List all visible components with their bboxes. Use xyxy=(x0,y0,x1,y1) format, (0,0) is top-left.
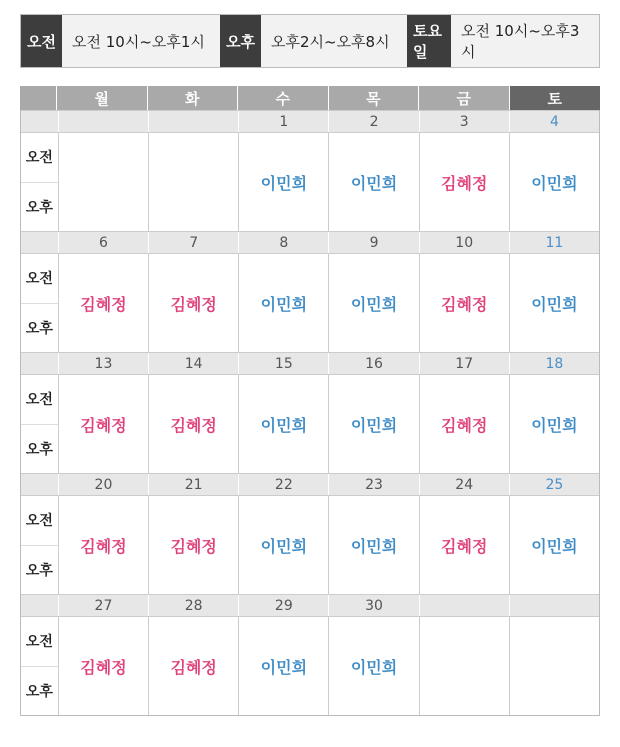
staff-name-cell: 김혜정 xyxy=(58,496,148,594)
date-row-corner xyxy=(21,353,58,374)
date-number: 11 xyxy=(509,232,599,253)
header-corner xyxy=(20,86,57,110)
calendar-week xyxy=(20,594,600,715)
time-label-pm: 오후 xyxy=(25,441,53,458)
staff-row xyxy=(21,495,599,594)
date-number: 18 xyxy=(509,353,599,374)
date-number xyxy=(58,111,148,132)
date-number xyxy=(419,595,509,616)
weekday-thu: 목 xyxy=(329,86,420,110)
staff-name-cell: 김혜정 xyxy=(58,375,148,473)
weekday-mon: 월 xyxy=(57,86,148,110)
staff-name-cell: 이민희 xyxy=(328,254,418,352)
time-label-column xyxy=(21,617,58,715)
staff-name-cell: 김혜정 xyxy=(419,496,509,594)
hours-afternoon xyxy=(220,15,407,67)
time-label-pm: 오후 xyxy=(25,320,53,337)
date-number: 1 xyxy=(238,111,328,132)
schedule-calendar xyxy=(20,86,600,716)
date-number: 4 xyxy=(509,111,599,132)
hours-saturday xyxy=(407,15,601,67)
date-number: 28 xyxy=(148,595,238,616)
date-row-corner xyxy=(21,474,58,495)
staff-name-cell: 김혜정 xyxy=(419,133,509,231)
time-label-pm: 오후 xyxy=(25,683,53,700)
time-label-pm: 오후 xyxy=(25,199,53,216)
time-label-column xyxy=(21,496,58,594)
calendar-week xyxy=(20,352,600,473)
staff-name-cell: 김혜정 xyxy=(58,617,148,715)
date-number: 6 xyxy=(58,232,148,253)
date-number: 9 xyxy=(328,232,418,253)
date-row xyxy=(21,352,599,374)
date-row-corner xyxy=(21,232,58,253)
weekday-wed: 수 xyxy=(238,86,329,110)
staff-name-cell: 김혜정 xyxy=(148,496,238,594)
hours-saturday-label: 토요일 xyxy=(407,15,451,67)
date-number: 16 xyxy=(328,353,418,374)
hours-morning-label: 오전 xyxy=(21,15,62,67)
time-label-column xyxy=(21,254,58,352)
time-label-pm: 오후 xyxy=(25,562,53,579)
staff-name-cell xyxy=(58,133,148,231)
hours-afternoon-label: 오후 xyxy=(220,15,261,67)
date-number: 17 xyxy=(419,353,509,374)
date-number: 3 xyxy=(419,111,509,132)
hours-morning xyxy=(21,15,220,67)
date-number: 10 xyxy=(419,232,509,253)
time-label-column xyxy=(21,375,58,473)
hours-saturday-value: 오전 10시~오후3시 xyxy=(461,22,580,61)
time-label-am: 오전 xyxy=(21,133,58,183)
office-hours-bar xyxy=(20,14,600,68)
date-number: 21 xyxy=(148,474,238,495)
staff-name-cell: 김혜정 xyxy=(419,375,509,473)
calendar-week xyxy=(20,231,600,352)
time-label-column xyxy=(21,133,58,231)
date-row xyxy=(21,231,599,253)
date-number: 30 xyxy=(328,595,418,616)
staff-name-cell: 이민희 xyxy=(509,496,599,594)
staff-name-cell: 이민희 xyxy=(509,133,599,231)
staff-name-cell: 이민희 xyxy=(328,133,418,231)
staff-row xyxy=(21,132,599,231)
staff-name-cell: 김혜정 xyxy=(148,254,238,352)
time-label-am: 오전 xyxy=(21,254,58,304)
staff-name-cell: 이민희 xyxy=(238,133,328,231)
staff-name-cell: 김혜정 xyxy=(419,254,509,352)
staff-name-cell: 이민희 xyxy=(509,254,599,352)
date-number: 29 xyxy=(238,595,328,616)
date-number xyxy=(148,111,238,132)
time-label-am: 오전 xyxy=(21,496,58,546)
staff-name-cell: 이민희 xyxy=(509,375,599,473)
date-number: 2 xyxy=(328,111,418,132)
staff-name-cell: 이민희 xyxy=(328,617,418,715)
weekday-sat: 토 xyxy=(510,86,601,110)
staff-name-cell: 이민희 xyxy=(238,375,328,473)
date-row-corner xyxy=(21,595,58,616)
date-number: 27 xyxy=(58,595,148,616)
date-row xyxy=(21,110,599,132)
time-label-am: 오전 xyxy=(21,375,58,425)
staff-name-cell: 이민희 xyxy=(328,496,418,594)
date-number: 7 xyxy=(148,232,238,253)
calendar-week xyxy=(20,473,600,594)
date-number: 23 xyxy=(328,474,418,495)
date-number: 15 xyxy=(238,353,328,374)
staff-name-cell xyxy=(509,617,599,715)
calendar-week xyxy=(20,110,600,231)
weekday-fri: 금 xyxy=(419,86,510,110)
date-number xyxy=(509,595,599,616)
staff-row xyxy=(21,253,599,352)
staff-name-cell: 김혜정 xyxy=(148,375,238,473)
date-number: 13 xyxy=(58,353,148,374)
time-label-am: 오전 xyxy=(21,617,58,667)
date-number: 22 xyxy=(238,474,328,495)
staff-name-cell xyxy=(148,133,238,231)
date-number: 14 xyxy=(148,353,238,374)
date-number: 20 xyxy=(58,474,148,495)
staff-name-cell: 김혜정 xyxy=(148,617,238,715)
hours-morning-value: 오전 10시~오후1시 xyxy=(72,32,205,51)
staff-row xyxy=(21,374,599,473)
date-row xyxy=(21,594,599,616)
staff-row xyxy=(21,616,599,715)
weekday-header xyxy=(20,86,600,110)
date-row xyxy=(21,473,599,495)
staff-name-cell xyxy=(419,617,509,715)
staff-name-cell: 이민희 xyxy=(238,617,328,715)
date-number: 25 xyxy=(509,474,599,495)
date-row-corner xyxy=(21,111,58,132)
date-number: 8 xyxy=(238,232,328,253)
staff-name-cell: 이민희 xyxy=(238,254,328,352)
staff-name-cell: 김혜정 xyxy=(58,254,148,352)
hours-afternoon-value: 오후2시~오후8시 xyxy=(271,32,390,51)
calendar-bottom-border xyxy=(20,715,600,716)
staff-name-cell: 이민희 xyxy=(328,375,418,473)
staff-name-cell: 이민희 xyxy=(238,496,328,594)
weekday-tue: 화 xyxy=(148,86,239,110)
date-number: 24 xyxy=(419,474,509,495)
